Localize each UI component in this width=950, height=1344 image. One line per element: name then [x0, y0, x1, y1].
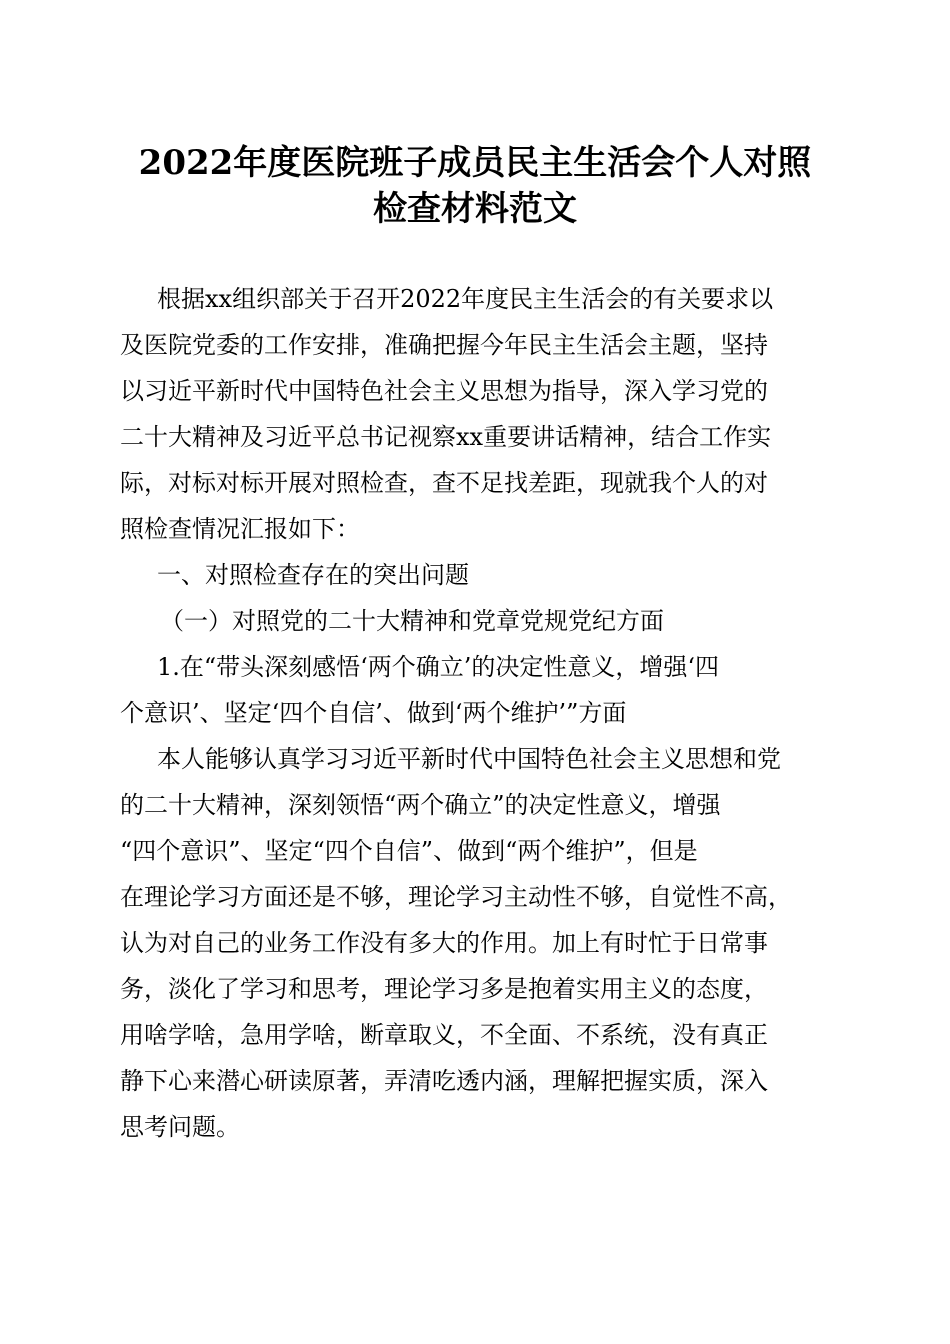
- paragraph-2-line: 静下心来潜心研读原著，弄清吃透内涵，理解把握实质，深入: [120, 1067, 768, 1095]
- document-title-line-2: 检查材料范文: [373, 189, 577, 229]
- paragraph-1-line: 际，对标对标开展对照检查，查不足找差距，现就我个人的对: [120, 469, 768, 497]
- paragraph-2-line: 务，淡化了学习和思考，理论学习多是抱着实用主义的态度，: [120, 975, 768, 1003]
- paragraph-1-line: 二十大精神及习近平总书记视察xx重要讲话精神，结合工作实: [120, 423, 772, 451]
- paragraph-1-line: 根据xx组织部关于召开2022年度民主生活会的有关要求以: [157, 285, 774, 313]
- paragraph-2-line: 的二十大精神，深刻领悟“两个确立”的决定性意义，增强: [120, 791, 721, 819]
- paragraph-2-line: 认为对自己的业务工作没有多大的作用。加上有时忙于日常事: [120, 929, 768, 957]
- item-1-line: 个意识’、坚定‘四个自信’、做到‘两个维护’”方面: [120, 699, 627, 727]
- paragraph-2-line: “四个意识”、坚定“四个自信”、做到“两个维护”，但是: [120, 837, 698, 865]
- paragraph-1-line: 及医院党委的工作安排，准确把握今年民主生活会主题，坚持: [120, 331, 768, 359]
- section-heading: 一、对照检查存在的突出问题: [157, 561, 469, 589]
- subsection-heading: （一）对照党的二十大精神和党章党规党纪方面: [160, 607, 664, 635]
- paragraph-1-line: 以习近平新时代中国特色社会主义思想为指导，深入学习党的: [120, 377, 768, 405]
- paragraph-2-line: 用啥学啥，急用学啥，断章取义，不全面、不系统，没有真正: [120, 1021, 768, 1049]
- paragraph-2-line: 思考问题。: [120, 1113, 240, 1141]
- paragraph-2-line: 在理论学习方面还是不够，理论学习主动性不够，自觉性不高，: [120, 883, 792, 911]
- document-title-line-1: 2022年度医院班子成员民主生活会个人对照: [138, 143, 812, 183]
- paragraph-2-line: 本人能够认真学习习近平新时代中国特色社会主义思想和党: [157, 745, 781, 773]
- item-1-line: 1.在“带头深刻感悟‘两个确立’的决定性意义，增强‘四: [157, 653, 720, 681]
- paragraph-1-line: 照检查情况汇报如下：: [120, 515, 360, 543]
